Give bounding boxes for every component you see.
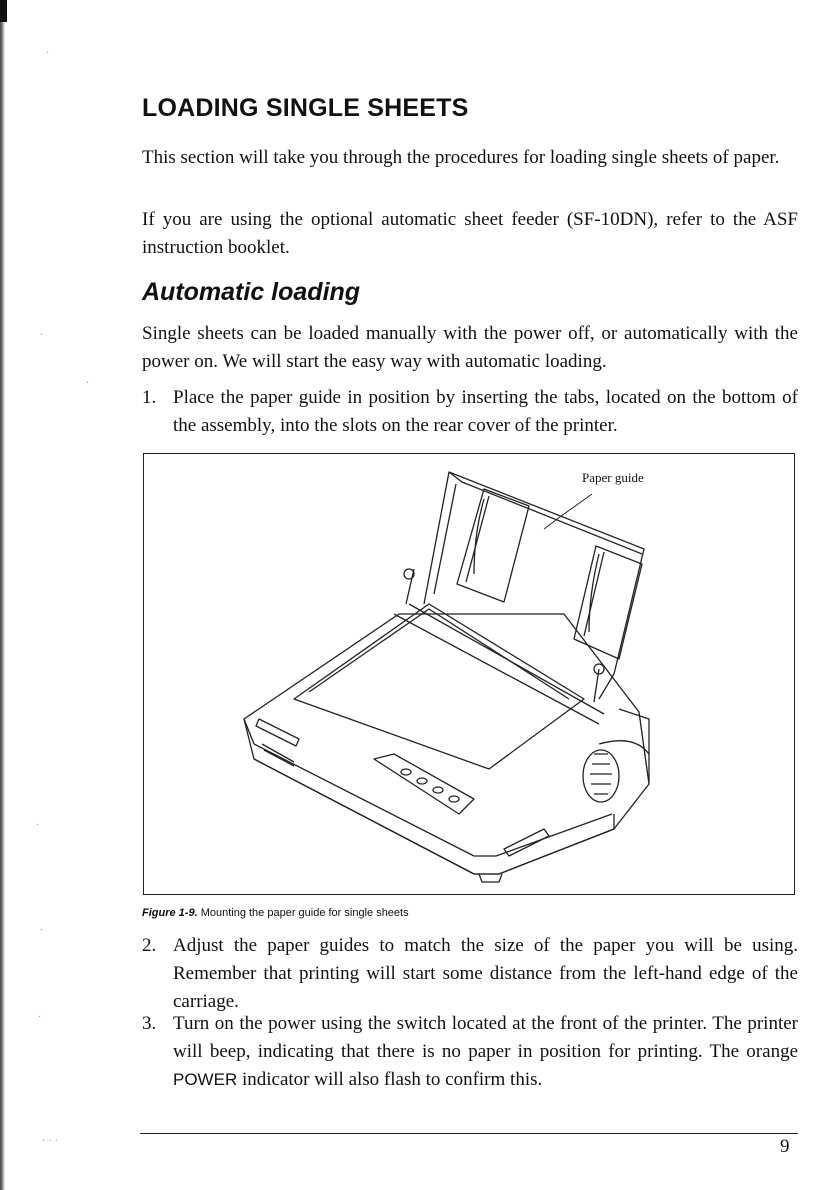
figure-caption-text: Mounting the paper guide for single sheets [200,907,409,919]
step-number: 1. [142,387,157,408]
scan-mark [0,0,7,22]
scan-speck: · · · [42,1136,58,1147]
scan-speck: · [40,330,44,341]
scan-speck: · [46,48,50,59]
step-number: 2. [142,935,157,956]
auto-loading-paragraph: Single sheets can be loaded manually with the power off, or automatically with the power on. We will start the easy way with automatic loading. [142,323,798,372]
section-heading: LOADING SINGLE SHEETS [142,94,469,122]
scan-edge [0,0,5,1190]
page-number: 9 [780,1136,790,1157]
power-indicator-label: POWER [173,1070,238,1089]
footer-rule [140,1133,798,1134]
printer-figure [143,453,795,895]
left-paper-guide [457,489,529,602]
scan-speck: · [40,925,44,936]
step-2 [142,932,798,1016]
step-text [173,1010,798,1094]
paper-guide-label: Paper guide [582,470,644,485]
intro-paragraph-1: This section will take you through the procedures for loading single sheets of paper. [142,147,780,168]
scan-speck: · [36,820,40,831]
scan-speck: · [86,378,90,389]
printer-illustration [144,454,795,895]
vent [256,719,299,746]
step-1 [142,384,798,440]
scan-speck: · [38,1012,42,1023]
top-cover [294,604,584,769]
figure-caption [142,907,409,919]
figure-number: Figure 1-9. [142,907,198,919]
printer-body [244,614,649,874]
step-text-after: indicator will also flash to confirm this. [237,1069,543,1090]
step-text-before: Turn on the power using the switch located at the front of the printer. The printer will beep, indicating that there is no paper in position for printing. The orange [173,1013,798,1062]
step-3 [142,1010,798,1094]
paper-guide [424,472,644,699]
subsection-heading: Automatic loading [142,278,361,306]
step-text: Adjust the paper guides to match the size of the paper you will be using. Remember that printing will start some distance from the left-hand edge of the carriage. [173,935,798,1012]
step-number: 3. [142,1013,157,1034]
step-text: Place the paper guide in position by inserting the tabs, located on the bottom of the assembly, into the slots on the rear cover of the printer. [173,387,798,436]
intro-paragraph-2: If you are using the optional automatic sheet feeder (SF-10DN), refer to the ASF instruction booklet. [142,209,798,258]
